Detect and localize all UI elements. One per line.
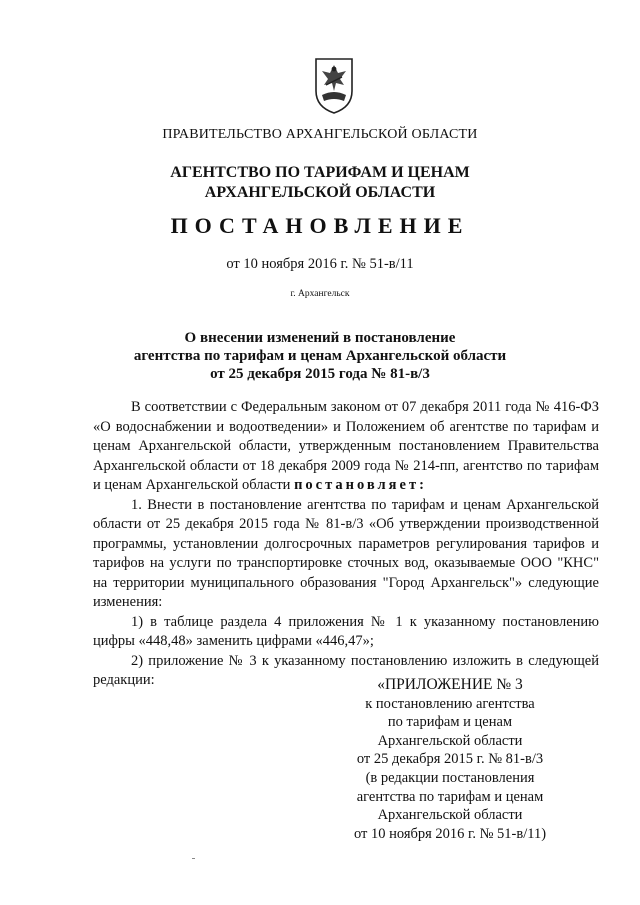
appendix-line-7: агентства по тарифам и ценам — [356, 788, 544, 805]
appendix-line-2: к постановлению агентства — [365, 695, 535, 712]
preamble-paragraph — [93, 398, 599, 496]
preamble-text: В соответствии с Федеральным законом от 07 декабря 2011 года № 416-ФЗ «О водоснабжении и водоотведении» и Положением об агентстве по тарифам и ценам Архангельской области, утвержденным постановлением Правительства Архангельской области от 18 декабря 2009 года № 214-пп, агентство по тарифам и ценам Архангельской области — [93, 399, 599, 493]
appendix-line-3: по тарифам и ценам — [387, 714, 513, 731]
document-type: ПОСТАНОВЛЕНИЕ — [170, 213, 470, 238]
title-line-2: агентства по тарифам и ценам Архангельской области — [133, 348, 507, 364]
document-title — [0, 329, 640, 383]
item-1-2-paragraph: 2) приложение № 3 к указанному постановлению изложить в следующей редакции: — [93, 652, 599, 688]
scan-mark — [192, 858, 195, 859]
government-name: ПРАВИТЕЛЬСТВО АРХАНГЕЛЬСКОЙ ОБЛАСТИ — [162, 127, 478, 142]
document-body — [93, 398, 599, 691]
arkhangelsk-coat-of-arms-icon — [312, 55, 356, 115]
appendix-line-4: Архангельской области — [377, 732, 523, 749]
title-line-3: от 25 декабря 2015 года № 81-в/3 — [210, 366, 430, 382]
decree-word: постановляет: — [294, 477, 427, 493]
appendix-line-6: (в редакции постановления — [365, 769, 535, 786]
appendix-line-9: от 10 ноября 2016 г. № 51-в/11) — [353, 825, 547, 842]
agency-line-2: АРХАНГЕЛЬСКОЙ ОБЛАСТИ — [204, 184, 436, 201]
title-line-1: О внесении изменений в постановление — [184, 330, 456, 346]
item-1-paragraph: 1. Внести в постановление агентства по тарифам и ценам Архангельской области от 25 декабря 2015 года № 81-в/3 «Об утверждении производственной программы, установлении долгосрочных параметров регулирования тарифов и тарифов на услуги по транспортировке сточных вод, оказываемые ООО "КНС" на территории муниципального образования "Город Архангельск"» следующие изменения: — [93, 496, 599, 610]
agency-line-1: АГЕНТСТВО ПО ТАРИФАМ И ЦЕНАМ — [170, 164, 470, 181]
document-date-number: от 10 ноября 2016 г. № 51-в/11 — [226, 256, 414, 272]
appendix-heading — [330, 676, 570, 843]
appendix-line-5: от 25 декабря 2015 г. № 81-в/3 — [356, 751, 544, 768]
agency-name — [0, 163, 640, 203]
document-city: г. Архангельск — [290, 289, 350, 299]
item-1-1-paragraph: 1) в таблице раздела 4 приложения № 1 к указанному постановлению цифры «448,48» заменить цифрами «446,47»; — [93, 613, 599, 649]
appendix-line-1: «ПРИЛОЖЕНИЕ № 3 — [377, 676, 523, 693]
appendix-line-8: Архангельской области — [377, 807, 523, 824]
